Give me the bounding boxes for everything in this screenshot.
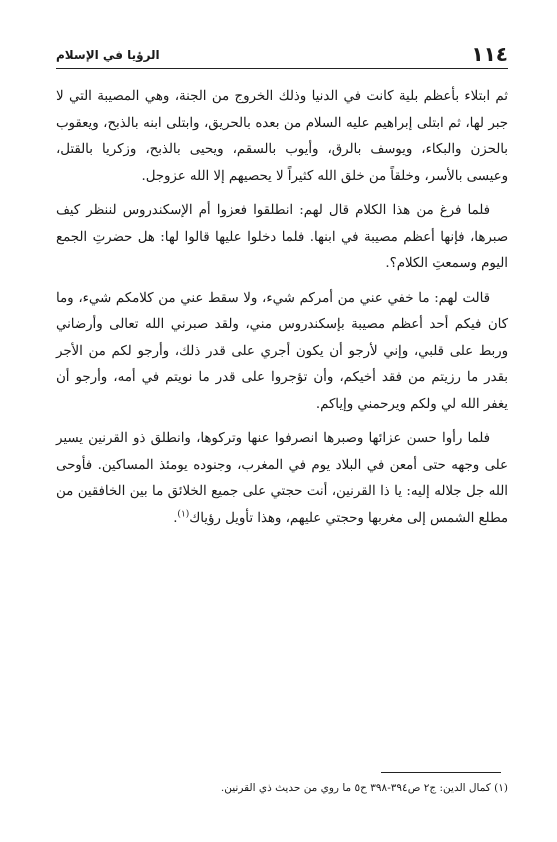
running-title: الرؤيا في الإسلام xyxy=(56,48,160,62)
closing-dot: . xyxy=(173,510,178,526)
paragraph-1: ثم ابتلاء بأعظم بلية كانت في الدنيا وذلك الخروج من الجنة، وهي المصيبة التي لا جبر لها، ثم ابتلى إبراهيم عليه السلام من بعده بالحريق، وابتلى ابنه بالذبح، ويعقوب بالحزن والبكاء، ويوسف بالرق، وأيوب بالسقم، ويحيى بالذبح، وزكريا بالقتل، وعيسى بالأسر، وخلقاً من خلق الله كثيراً لا يحصيهم إلا الله عزوجل. xyxy=(56,89,508,184)
footnote-reference: (١) xyxy=(177,509,190,520)
paragraph-4-text: فلما رأوا حسن عزائها وصبرها انصرفوا عنها وتركوها، وانطلق ذو القرنين يسير على وجهه حتى أمعن في البلاد يوم في المغرب، وجنوده يومئذ المساكين. فأوحى الله جل جلاله إليه: يا ذا القرنين، أنت حجتي على جميع الخلائق ما بين الخافقين من مطلع الشمس إلى مغربها وحجتي عليهم، وهذا تأويل رؤياك xyxy=(56,431,508,526)
paragraph-2: فلما فرغ من هذا الكلام قال لهم: انطلقوا فعزوا أم الإسكندروس لننظر كيف صبرها، فإنها أعظم مصيبة في ابنها. فلما دخلوا عليها قالوا لها: هل حضرتِ الجمع اليوم وسمعتِ الكلام؟. xyxy=(56,203,508,271)
paragraph-4 xyxy=(56,426,508,532)
paragraph-3: قالت لهم: ما خفي عني من أمركم شيء، ولا سقط عني من كلامكم شيء، وما كان فيكم أحد أعظم مصيبة بإسكندروس مني، ولقد صبرني الله تعالى وأرضاني وربط على قلبي، وإني لأرجو أن يكون أجري على قدر ذلك، وأرجو لكم من الأجر بقدر ما رزيتم من فقد أخيكم، وأن تؤجروا على قدر ما نويتم في أمه، وأرجو أن يغفر الله لي ولكم ويرحمني وإياكم. xyxy=(56,290,508,412)
footnote: (١) كمال الدين: ج٢ ص٣٩٤-٣٩٨ ح٥ ما روي من حديث ذي القرنين. xyxy=(220,782,508,794)
footnote-rule xyxy=(381,772,501,773)
page-number: ١١٤ xyxy=(471,42,508,66)
header-rule xyxy=(56,68,508,69)
body-text xyxy=(56,84,508,540)
page-header xyxy=(56,36,508,66)
